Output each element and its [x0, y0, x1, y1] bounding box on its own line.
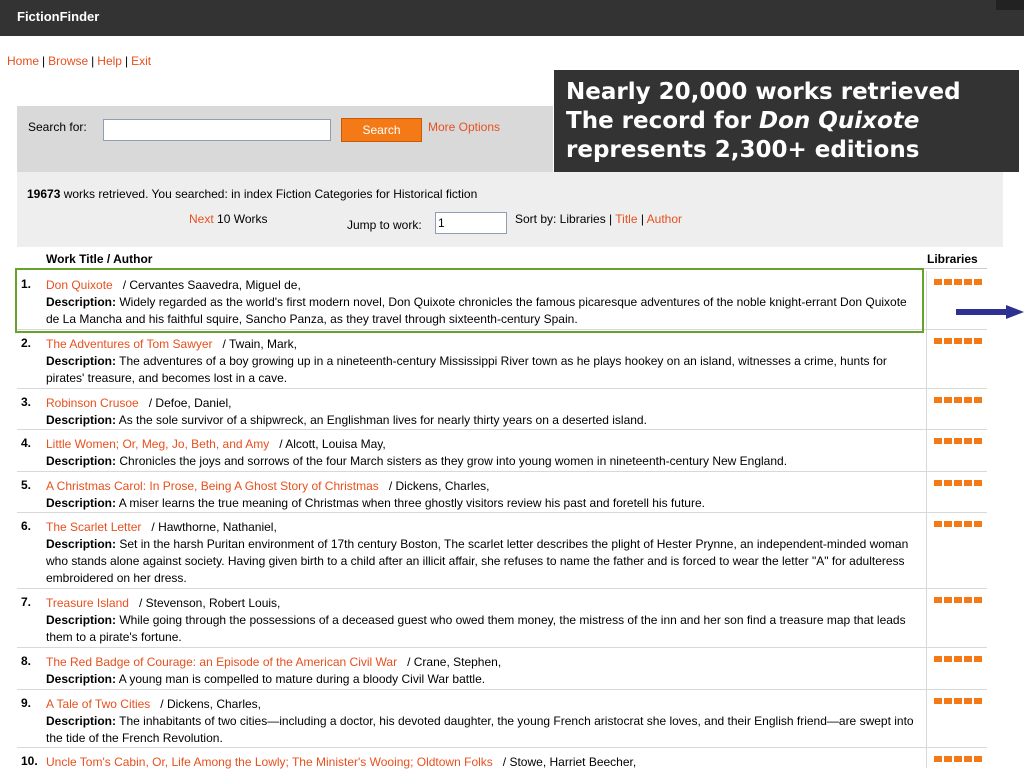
nav-links: Home | Browse | Help | Exit [7, 54, 152, 68]
col-header-libraries[interactable]: Libraries [927, 252, 978, 266]
row-divider [17, 747, 987, 748]
libraries-bar[interactable] [934, 438, 982, 444]
result-body [46, 654, 918, 688]
libraries-bar[interactable] [934, 521, 982, 527]
description-label: Description: [46, 413, 117, 427]
result-title-link[interactable]: The Red Badge of Courage: an Episode of the American Civil War [46, 655, 398, 669]
libraries-bar[interactable] [934, 279, 982, 285]
top-bar-edge [996, 0, 1024, 10]
result-author: / Hawthorne, Nathaniel, [151, 520, 277, 534]
result-description: Set in the harsh Puritan environment of 17th century Boston, The scarlet letter describes the plight of Hester Prynne, an independent-minded woman who stands alone against society. Having given birth to a child after an illicit affair, she refuses to name the father and is forced to wear the letter "A" for adulteress embroidered on her dress. [46, 537, 909, 585]
result-body [46, 595, 918, 646]
result-description: While going through the possessions of a deceased guest who owed them money, the mistress of the inn and her son find a treasure map that leads them to a pirate's fortune. [46, 613, 906, 644]
result-title-link[interactable]: Robinson Crusoe [46, 396, 139, 410]
result-description: The adventures of a boy growing up in a nineteenth-century Mississippi River town as he plays hookey on an island, witnesses a crime, hunts for pirates' treasure, and becomes lost in a cave. [46, 354, 887, 385]
row-divider [17, 689, 987, 690]
result-author: / Stowe, Harriet Beecher, [502, 755, 637, 769]
row-divider [17, 647, 987, 648]
result-number: 2. [21, 336, 32, 350]
callout-line-3: represents 2,300+ editions [566, 137, 920, 163]
nav-home-link[interactable]: Home [7, 54, 40, 68]
description-label: Description: [46, 613, 117, 627]
search-label: Search for: [28, 120, 87, 134]
row-divider [17, 429, 987, 430]
result-description: A miser learns the true meaning of Christmas when three ghostly visitors review his past and foretell his future. [118, 496, 705, 510]
result-title-link[interactable]: Uncle Tom's Cabin, Or, Life Among the Lowly; The Minister's Wooing; Oldtown Folks [46, 755, 493, 769]
row-column-divider [926, 472, 927, 513]
results-summary [27, 187, 477, 201]
result-number: 5. [21, 478, 32, 492]
result-number: 3. [21, 395, 32, 409]
description-label: Description: [46, 354, 117, 368]
libraries-bar[interactable] [934, 480, 982, 486]
jump-input[interactable] [435, 212, 507, 234]
callout-book-title: Don Quixote [759, 108, 920, 134]
result-title-link[interactable]: A Christmas Carol: In Prose, Being A Ghost Story of Christmas [46, 479, 379, 493]
sort-label: Sort by: Libraries | [515, 212, 613, 226]
description-label: Description: [46, 295, 117, 309]
more-options-link[interactable]: More Options [428, 120, 501, 134]
description-label: Description: [46, 537, 117, 551]
results-count: 19673 [27, 187, 61, 201]
row-divider [17, 471, 987, 472]
result-author: / Crane, Stephen, [407, 655, 502, 669]
callout-line-1: Nearly 20,000 works retrieved [566, 79, 961, 105]
result-body [46, 395, 918, 429]
row-column-divider [926, 589, 927, 648]
result-body [46, 519, 918, 587]
result-body [46, 436, 918, 470]
app-title: FictionFinder [17, 9, 100, 24]
row-column-divider [926, 748, 927, 768]
libraries-bar[interactable] [934, 698, 982, 704]
nav-exit-link[interactable]: Exit [131, 54, 152, 68]
callout-box [554, 70, 1019, 172]
result-body [46, 754, 918, 771]
result-body [46, 696, 918, 747]
libraries-bar[interactable] [934, 397, 982, 403]
nav-help-link[interactable]: Help [97, 54, 122, 68]
result-title-link[interactable]: Little Women; Or, Meg, Jo, Beth, and Amy [46, 437, 270, 451]
result-number: 4. [21, 436, 32, 450]
result-title-link[interactable]: A Tale of Two Cities [46, 697, 151, 711]
next-works [189, 212, 268, 226]
search-input[interactable] [103, 119, 331, 141]
result-body [46, 478, 918, 512]
result-number: 1. [21, 277, 32, 291]
result-title-link[interactable]: Don Quixote [46, 278, 113, 292]
result-author: / Cervantes Saavedra, Miguel de, [122, 278, 301, 292]
libraries-bar[interactable] [934, 338, 982, 344]
row-column-divider [926, 648, 927, 690]
result-title-link[interactable]: The Adventures of Tom Sawyer [46, 337, 213, 351]
description-label: Description: [46, 714, 117, 728]
row-column-divider [926, 513, 927, 589]
libraries-bar[interactable] [934, 756, 982, 762]
result-title-link[interactable]: Treasure Island [46, 596, 129, 610]
search-button[interactable]: Search [341, 118, 422, 142]
result-author: / Defoe, Daniel, [148, 396, 232, 410]
result-description: As the sole survivor of a shipwreck, an Englishman lives for nearly thirty years on a deserted island. [118, 413, 647, 427]
result-number: 7. [21, 595, 32, 609]
search-panel [17, 106, 553, 172]
row-column-divider [926, 330, 927, 389]
result-number: 10. [21, 754, 38, 768]
col-header-title[interactable]: Work Title / Author [46, 252, 153, 266]
next-works-text: 10 Works [217, 212, 268, 226]
results-info-panel [17, 172, 1003, 247]
result-description: Chronicles the joys and sorrows of the four March sisters as they grow into young women in nineteenth-century New England. [119, 454, 788, 468]
description-label: Description: [46, 454, 117, 468]
result-description: Widely regarded as the world's first modern novel, Don Quixote chronicles the famous picaresque adventures of the noble knight-errant Don Quixote de La Mancha and his faithful squire, Sancho Panza, as they travel through sixteenth-century Spain. [46, 295, 907, 326]
nav-browse-link[interactable]: Browse [48, 54, 89, 68]
result-author: / Twain, Mark, [222, 337, 298, 351]
row-column-divider [926, 430, 927, 472]
sort-by: Sort by: Libraries | Title | Author [515, 212, 682, 226]
next-link[interactable]: Next [189, 212, 214, 226]
results-summary-text: works retrieved. You searched: in index Fiction Categories for Historical fiction [63, 187, 478, 201]
result-author: / Stevenson, Robert Louis, [138, 596, 281, 610]
row-divider [17, 388, 987, 389]
row-divider [17, 588, 987, 589]
description-label: Description: [46, 672, 117, 686]
row-column-divider [926, 389, 927, 430]
result-number: 8. [21, 654, 32, 668]
result-number: 9. [21, 696, 32, 710]
result-author: / Dickens, Charles, [160, 697, 261, 711]
result-body [46, 336, 918, 387]
arrow-right-icon [956, 305, 1024, 319]
description-label: Description: [46, 496, 117, 510]
row-divider [17, 512, 987, 513]
row-column-divider [926, 690, 927, 748]
result-number: 6. [21, 519, 32, 533]
jump-label: Jump to work: [347, 218, 422, 232]
row-column-divider [926, 271, 927, 330]
result-title-link[interactable]: The Scarlet Letter [46, 520, 142, 534]
callout-line-2-prefix: The record for [566, 108, 760, 134]
libraries-bar[interactable] [934, 656, 982, 662]
libraries-bar[interactable] [934, 597, 982, 603]
result-author: / Alcott, Louisa May, [279, 437, 386, 451]
result-author: / Dickens, Charles, [388, 479, 490, 493]
sort-author-link[interactable]: Author [646, 212, 682, 226]
result-description: The inhabitants of two cities—including a doctor, his devoted daughter, the young French aristocrat she loves, and their English friend—are swept into the tide of the French Revolution. [46, 714, 914, 745]
sort-title-link[interactable]: Title [615, 212, 638, 226]
callout-line-2 [566, 107, 919, 136]
result-description: A young man is compelled to mature during a bloody Civil War battle. [118, 672, 486, 686]
top-bar [0, 0, 1024, 36]
highlight-box [15, 268, 924, 333]
